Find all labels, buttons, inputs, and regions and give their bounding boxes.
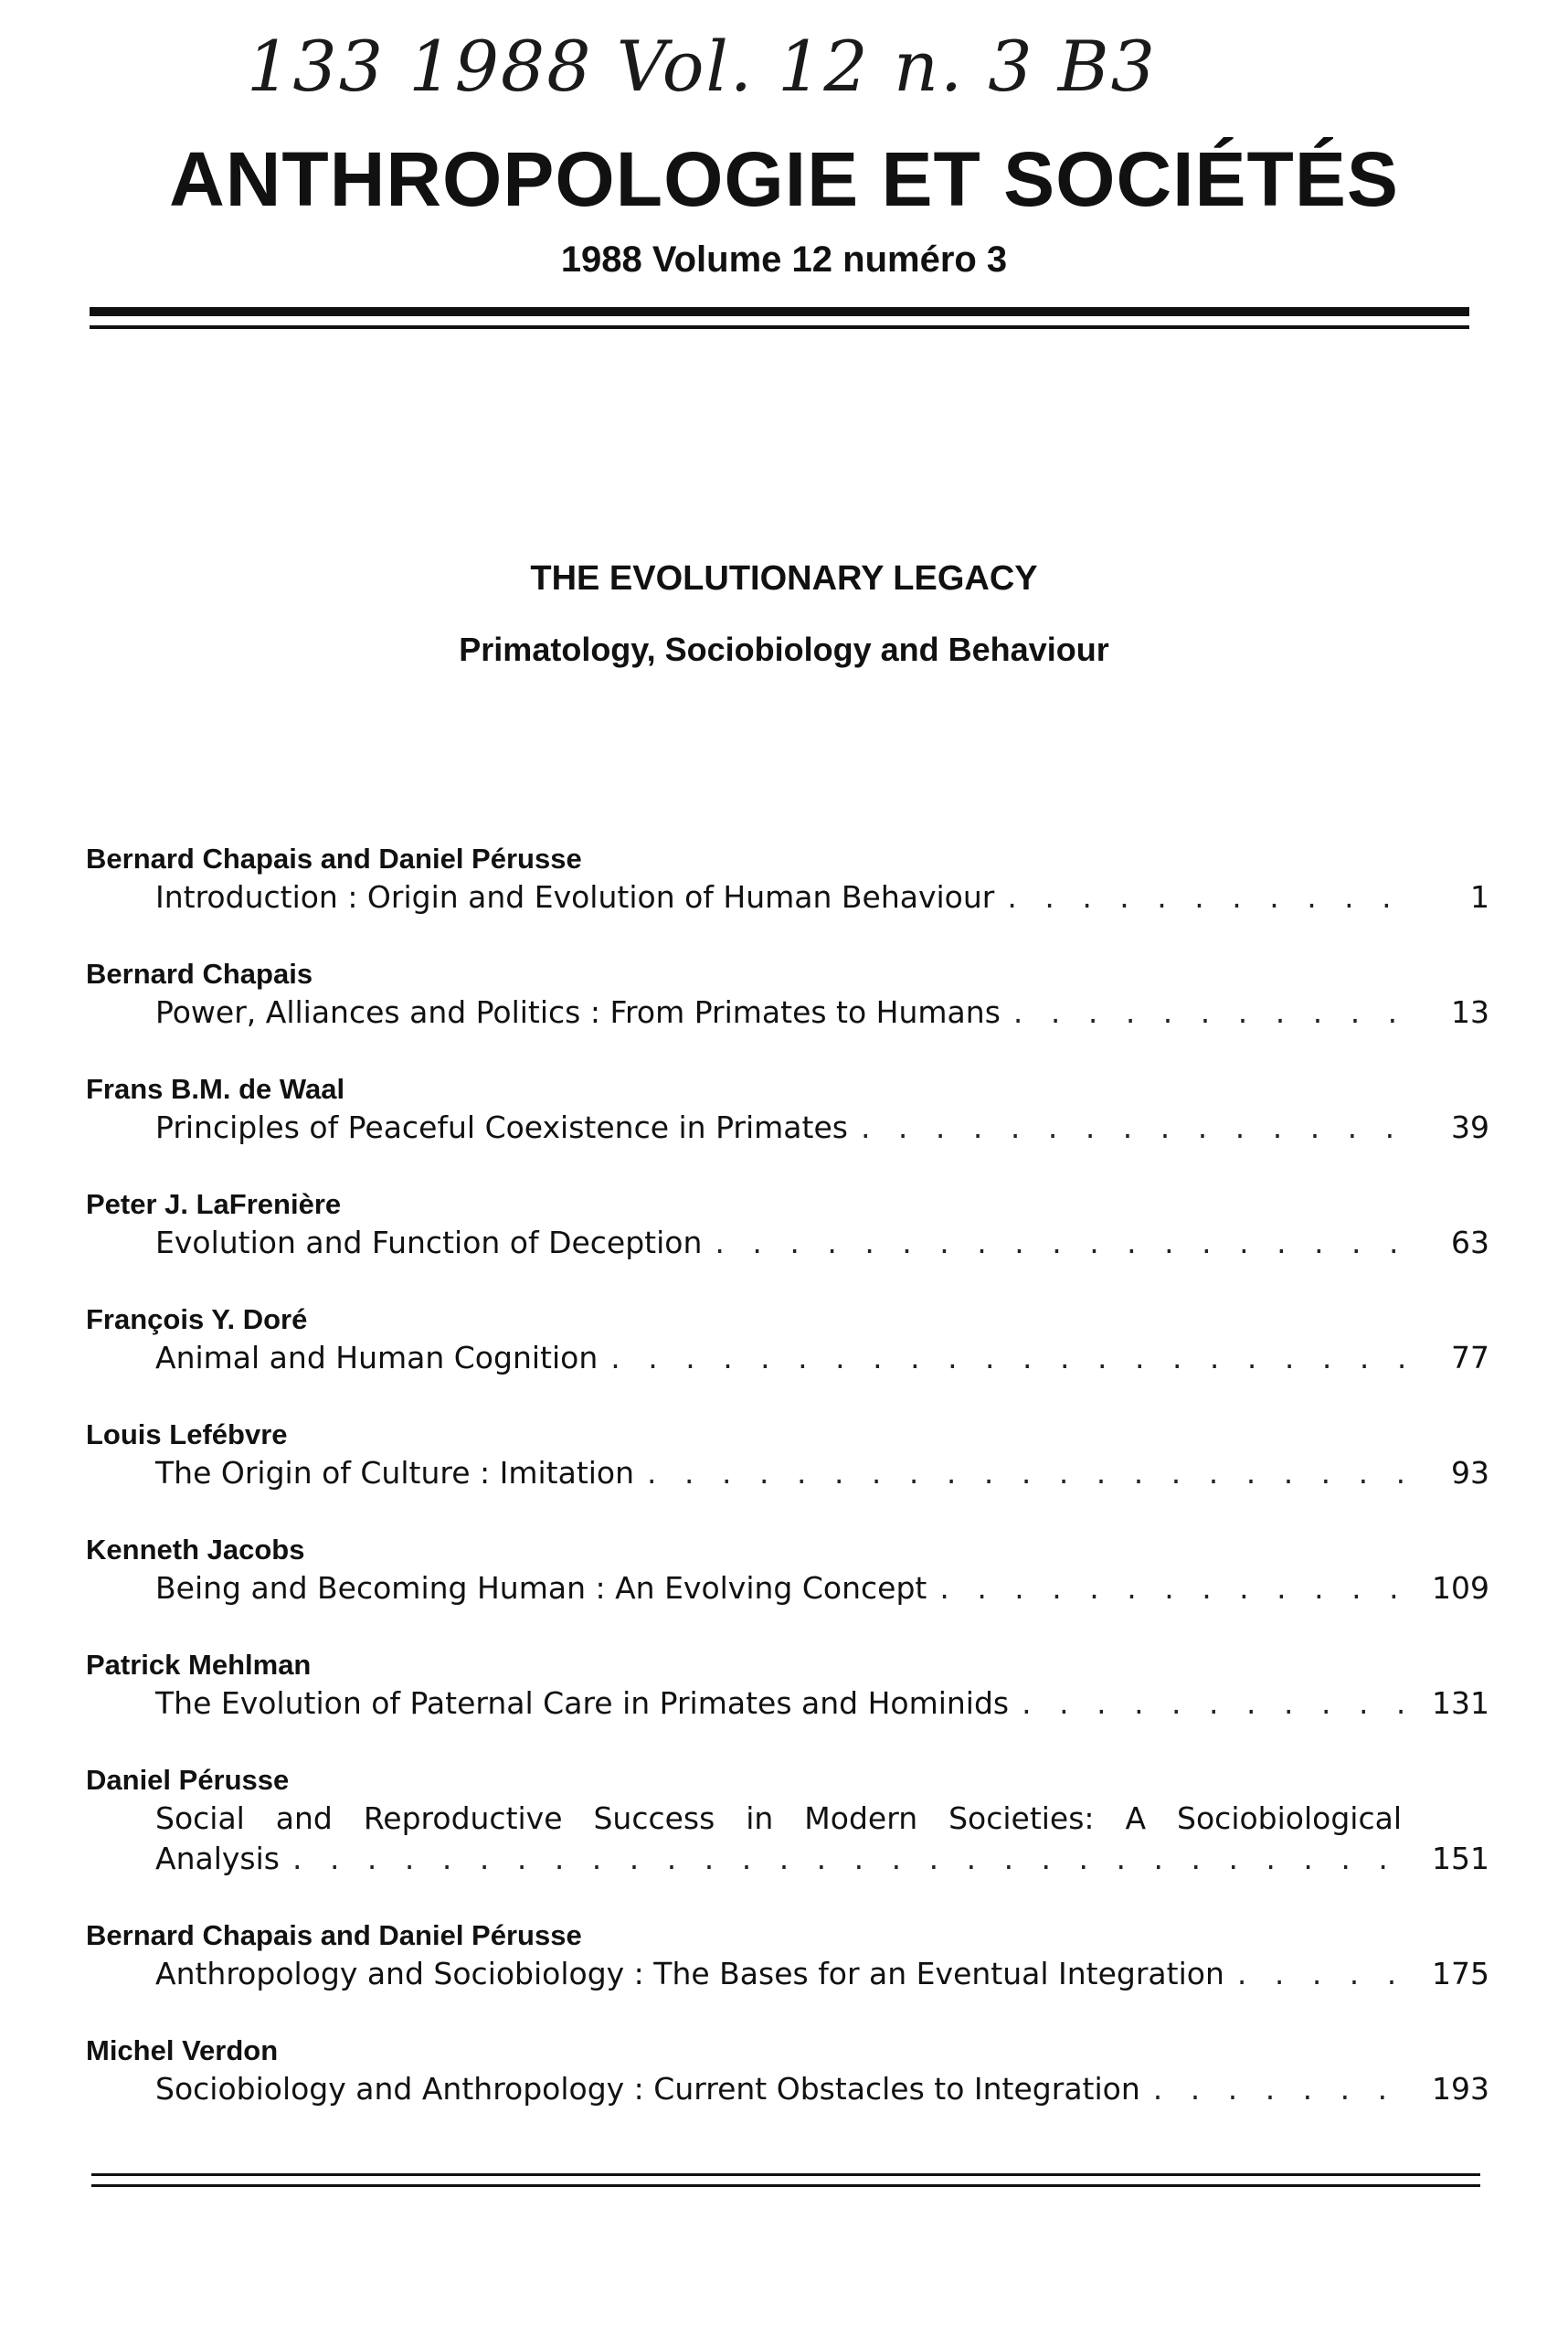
section-subtitle: Primatology, Sociobiology and Behaviour: [459, 631, 1109, 668]
toc-title: Animal and Human Cognition: [155, 1340, 599, 1375]
toc-author: Daniel Pérusse: [86, 1764, 290, 1796]
toc-author: Patrick Mehlman: [86, 1649, 312, 1681]
toc-entry: [86, 1301, 1489, 1378]
toc-title: Principles of Peaceful Coexistence in Primates: [155, 1109, 848, 1145]
section-title: THE EVOLUTIONARY LEGACY: [530, 559, 1038, 598]
toc-author: Kenneth Jacobs: [86, 1534, 305, 1566]
toc-author: Peter J. LaFrenière: [86, 1188, 342, 1220]
toc-title: Sociobiology and Anthropology : Current Obstacles to Integration: [155, 2071, 1140, 2107]
toc-entry: [86, 1532, 1489, 1608]
toc-line: [86, 2069, 1489, 2109]
toc-line: [86, 1108, 1489, 1148]
toc-page-number: 1: [1470, 879, 1489, 915]
toc-page-number: 109: [1432, 1570, 1489, 1606]
toc-line: [86, 1338, 1489, 1378]
toc-entry: [86, 1417, 1489, 1493]
toc-line: [86, 1453, 1489, 1493]
dot-leader: [1237, 1954, 1413, 1994]
toc-page-number: 13: [1451, 994, 1489, 1030]
toc-page-number: 77: [1451, 1340, 1489, 1375]
dot-leader: [1007, 877, 1413, 918]
toc-page-number: 131: [1432, 1685, 1489, 1721]
toc-entry: [86, 1762, 1489, 1879]
journal-title: ANTHROPOLOGIE ET SOCIÉTÉS: [169, 136, 1399, 222]
toc-page-number: 93: [1451, 1455, 1489, 1491]
dot-leader: [1013, 993, 1413, 1033]
toc-author: François Y. Doré: [86, 1303, 308, 1335]
toc-entry: [86, 841, 1489, 918]
table-of-contents: [86, 841, 1489, 2148]
issue-line: 1988 Volume 12 numéro 3: [560, 239, 1008, 280]
toc-line: [86, 993, 1489, 1033]
toc-title-line-2: Analysis: [155, 1841, 280, 1876]
handwritten-call-number: 133 1988 Vol. 12 n. 3 B3: [247, 26, 1157, 107]
toc-title: The Evolution of Paternal Care in Primates and Hominids: [155, 1685, 1010, 1721]
toc-line: [86, 1683, 1489, 1724]
dot-leader: [861, 1108, 1413, 1148]
toc-line: [86, 1839, 1489, 1879]
dot-leader: [1153, 2069, 1413, 2109]
toc-title-line-1: Social and Reproductive Success in Modern Societies: A Sociobiological: [155, 1800, 1402, 1836]
toc-page-number: 175: [1432, 1956, 1489, 1991]
toc-author: Louis Lefébvre: [86, 1418, 288, 1450]
toc-line: [86, 1223, 1489, 1263]
toc-title: Being and Becoming Human : An Evolving Concept: [155, 1570, 927, 1606]
toc-page-number: 151: [1432, 1841, 1489, 1876]
toc-author: Bernard Chapais and Daniel Pérusse: [86, 1919, 582, 1951]
bottom-rule-upper: [91, 2173, 1480, 2176]
dot-leader: [715, 1223, 1413, 1263]
toc-entry: [86, 2033, 1489, 2109]
toc-title: Introduction : Origin and Evolution of Human Behaviour: [155, 879, 995, 915]
toc-entry: [86, 956, 1489, 1033]
toc-page-number: 193: [1432, 2071, 1489, 2107]
toc-line: [86, 877, 1489, 918]
dot-leader: [1022, 1683, 1413, 1724]
bottom-rule-lower: [91, 2184, 1480, 2187]
toc-author: Michel Verdon: [86, 2034, 279, 2066]
toc-line: [86, 1954, 1489, 1994]
top-rule-thin: [90, 325, 1469, 329]
toc-entry: [86, 1917, 1489, 1994]
top-rule-thick: [90, 307, 1469, 316]
toc-author: Bernard Chapais and Daniel Pérusse: [86, 843, 582, 875]
toc-author: Frans B.M. de Waal: [86, 1073, 345, 1105]
toc-entry: [86, 1071, 1489, 1148]
dot-leader: [610, 1338, 1413, 1378]
dot-leader: [647, 1453, 1413, 1493]
dot-leader: [939, 1568, 1413, 1608]
toc-title: Evolution and Function of Deception: [155, 1225, 703, 1260]
toc-title: Power, Alliances and Politics : From Primates to Humans: [155, 994, 1001, 1030]
toc-entry: [86, 1186, 1489, 1263]
toc-line: [86, 1568, 1489, 1608]
toc-title: Anthropology and Sociobiology : The Bases for an Eventual Integration: [155, 1956, 1224, 1991]
dot-leader: [292, 1839, 1413, 1879]
toc-page-number: 39: [1451, 1109, 1489, 1145]
toc-entry: [86, 1647, 1489, 1724]
toc-page-number: 63: [1451, 1225, 1489, 1260]
toc-title: The Origin of Culture : Imitation: [155, 1455, 635, 1491]
toc-author: Bernard Chapais: [86, 958, 313, 990]
